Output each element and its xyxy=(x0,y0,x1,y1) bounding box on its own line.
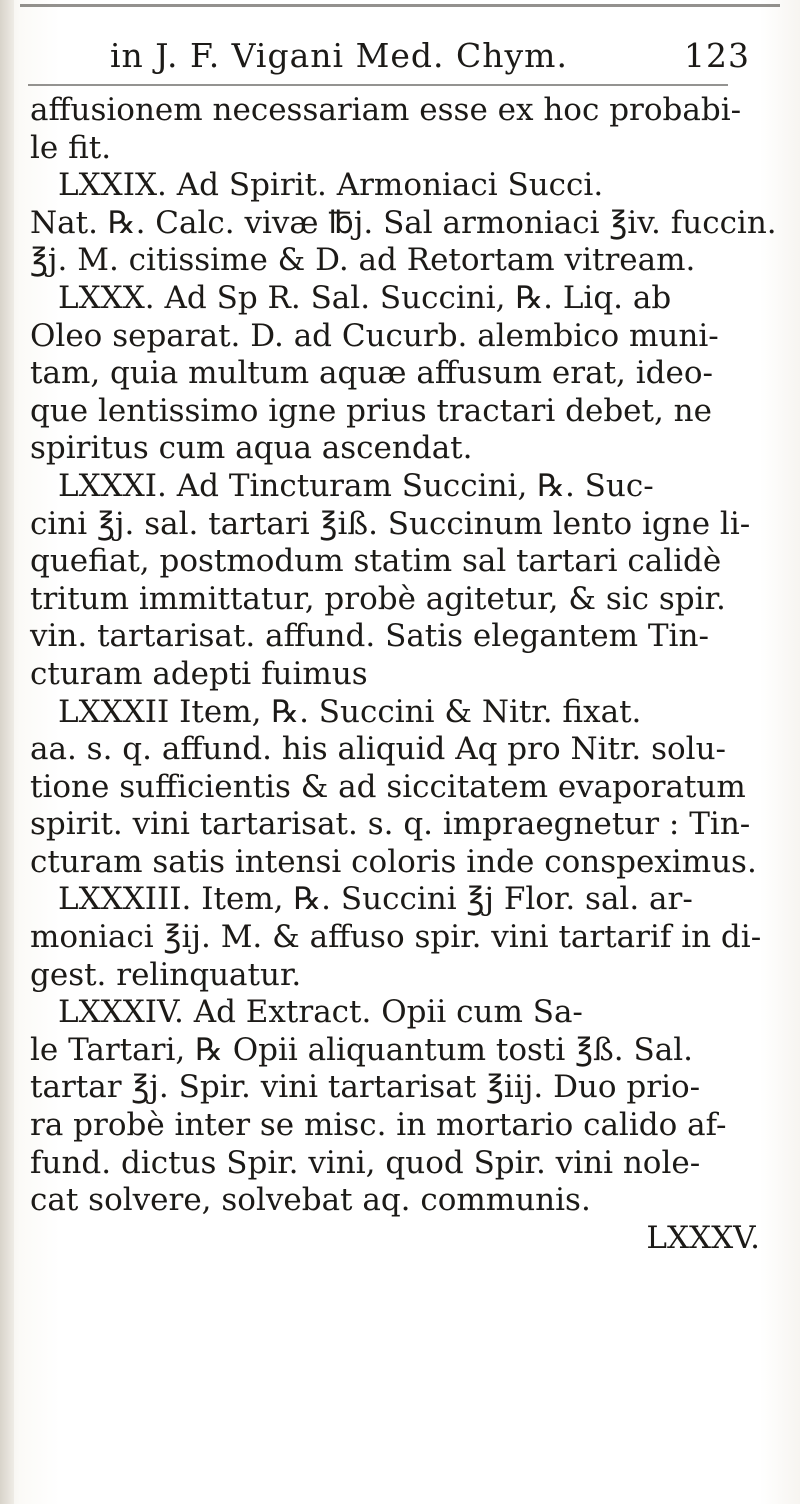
text-line: moniaci ℥ij. M. & affuso spir. vini tartarif in di- xyxy=(30,919,762,956)
header-rule xyxy=(28,84,728,86)
running-header xyxy=(110,36,750,82)
text-line: le fit. xyxy=(30,129,112,166)
text-line: quefiat, postmodum statim sal tartari calidè xyxy=(30,543,722,580)
running-title: in J. F. Vigani Med. Chym. xyxy=(110,36,568,75)
text-line: spiritus cum aqua ascendat. xyxy=(30,430,473,467)
body-text xyxy=(30,92,777,1257)
text-line: affusionem necessariam esse ex hoc probabi- xyxy=(30,92,742,128)
text-line: tione sufficientis & ad siccitatem evaporatum xyxy=(30,768,746,805)
text-line: le Tartari, ℞ Opii aliquantum tosti ℥ß. Sal. xyxy=(30,1031,693,1068)
text-line: que lentissimo igne prius tractari debet, ne xyxy=(30,392,712,429)
text-line: vin. tartarisat. affund. Satis elegantem Tin- xyxy=(30,618,709,655)
text-line: cat solvere, solvebat aq. communis. xyxy=(30,1182,591,1219)
text-line: LXXXI. Ad Tincturam Succini, ℞. Suc- xyxy=(58,467,654,504)
text-line: cini ℥j. sal. tartari ℥iß. Succinum lento igne li- xyxy=(30,505,751,542)
text-line: ℥j. M. citissime & D. ad Retortam vitream. xyxy=(30,242,696,279)
text-line: Nat. ℞. Calc. vivæ ℔j. Sal armoniaci ℥iv. fuccin. xyxy=(30,204,777,241)
text-line: tam, quia multum aquæ affusum erat, ideo- xyxy=(30,355,713,392)
text-line: LXXXIV. Ad Extract. Opii cum Sa- xyxy=(58,994,583,1031)
catchword: LXXXV. xyxy=(646,1219,760,1256)
text-line: Oleo separat. D. ad Cucurb. alembico muni- xyxy=(30,317,719,354)
text-line: LXXXIII. Item, ℞. Succini ℥j Flor. sal. ar- xyxy=(58,881,693,918)
text-line: cturam satis intensi coloris inde conspeximus. xyxy=(30,843,757,880)
text-line: LXXXII Item, ℞. Succini & Nitr. fixat. xyxy=(58,693,642,730)
text-line: fund. dictus Spir. vini, quod Spir. vini nole- xyxy=(30,1144,701,1181)
text-line: LXXX. Ad Sp R. Sal. Succini, ℞. Liq. ab xyxy=(58,279,672,316)
text-line: tritum immittatur, probè agitetur, & sic spir. xyxy=(30,580,726,617)
top-edge-rule xyxy=(20,4,780,7)
text-line: gest. relinquatur. xyxy=(30,956,302,993)
text-line: tartar ℥j. Spir. vini tartarisat ℥iij. Duo prio- xyxy=(30,1069,701,1106)
text-line: cturam adepti fuimus xyxy=(30,655,368,692)
text-line: spirit. vini tartarisat. s. q. impraegnetur : Tin- xyxy=(30,806,751,843)
text-line: LXXIX. Ad Spirit. Armoniaci Succi. xyxy=(58,167,604,204)
text-line: aa. s. q. affund. his aliquid Aq pro Nitr. solu- xyxy=(30,731,727,768)
text-line: ra probè inter se misc. in mortario calido af- xyxy=(30,1107,727,1144)
page-gutter xyxy=(0,0,14,1504)
page-number: 123 xyxy=(684,36,750,75)
